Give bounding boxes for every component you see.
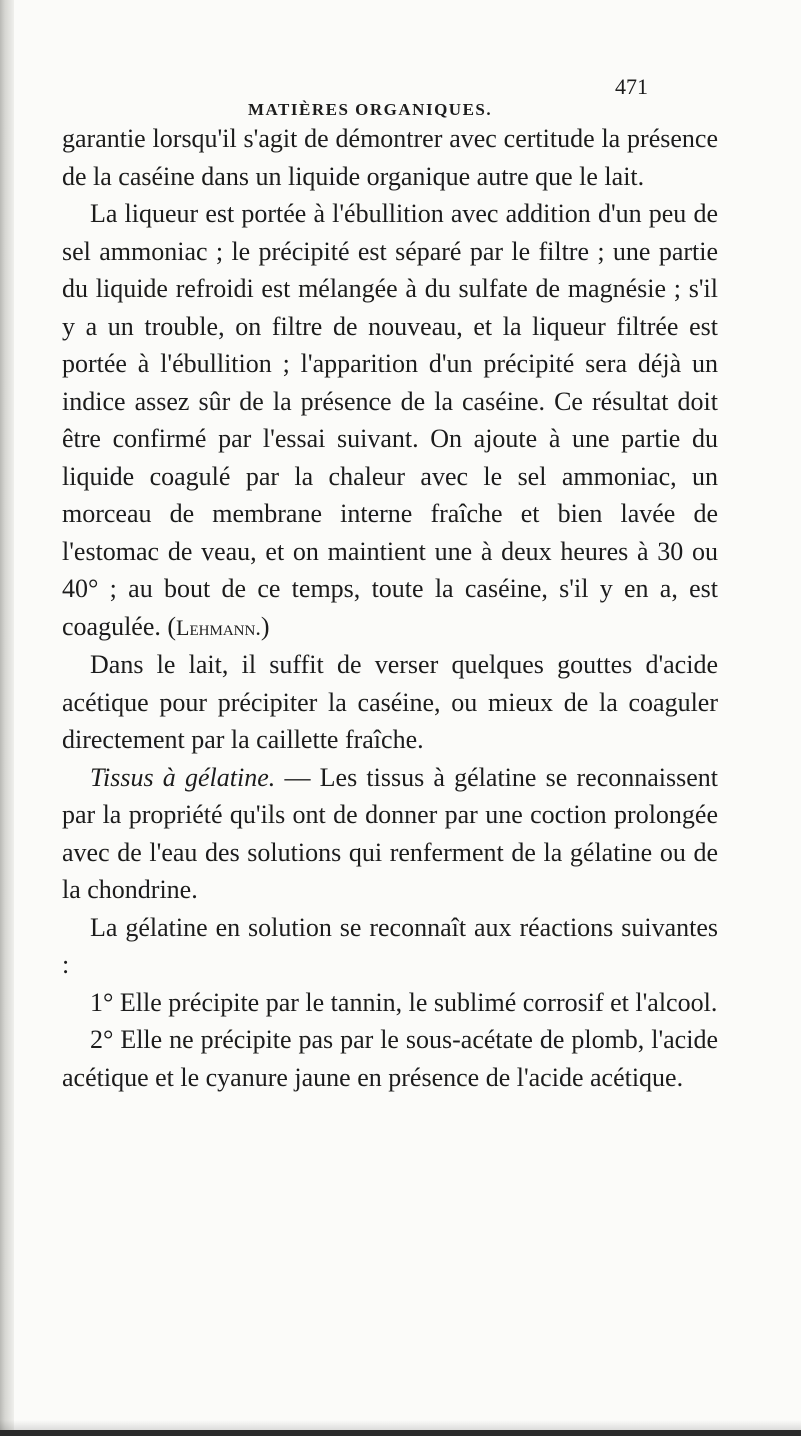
page-bottom-edge [0,1430,801,1436]
list-item-2: 2° Elle ne précipite pas par le sous-acétate de plomb, l'acide acétique et le cyanure jaune en présence de l'acide acétique. [62,1025,718,1092]
paragraph-1: garantie lorsqu'il s'agit de démontrer avec certitude la présence de la caséine dans un liquide organique autre que le lait. [62,124,718,191]
body-text [62,120,718,1096]
paragraph-4 [62,759,718,909]
paragraph-3: Dans le lait, il suffit de verser quelques gouttes d'acide acétique pour précipiter la caséine, ou mieux de la coaguler directement par la caillette fraîche. [62,650,718,754]
author-citation: Lehmann. [176,614,261,640]
page-binding-edge [0,0,14,1436]
paragraph-4-text: — Les tissus à gélatine se reconnaissent par la propriété qu'ils ont de donner par une coction prolongée avec de l'eau des solutions qui renferment de la gélatine ou de la chondrine. [62,762,718,904]
list-item-1: 1° Elle précipite par le tannin, le sublimé corrosif et l'alcool. [90,987,718,1017]
section-title: Tissus à gélatine. [90,762,276,792]
paragraph-2 [62,195,718,646]
paragraph-2-close: ) [260,611,270,641]
page-number: 471 [615,74,648,99]
running-title: MATIÈRES ORGANIQUES. [248,100,493,119]
page-bottom-shadow [0,1420,801,1430]
paragraph-5: La gélatine en solution se reconnaît aux réactions suivantes : [62,912,718,979]
paragraph-2-text: La liqueur est portée à l'ébullition avec addition d'un peu de sel ammoniac ; le précipité est séparé par le filtre ; une partie du liquide refroidi est mélangée à du sulfate de magnésie ; s'il y a un trouble, on filtre de nouveau, et la liqueur filtrée est portée à l'ébullition ; l'apparition d'un précipité sera déjà un indice assez sûr de la présence de la caséine. Ce résultat doit être confirmé par l'essai suivant. On ajoute à une partie du liquide coagulé par la chaleur avec le sel ammoniac, un morceau de membrane interne fraîche et bien lavée de l'estomac de veau, et on maintient une à deux heures à 30 ou 40° ; au bout de ce temps, toute la caséine, s'il y en a, est coagulée. ( [62,199,718,641]
